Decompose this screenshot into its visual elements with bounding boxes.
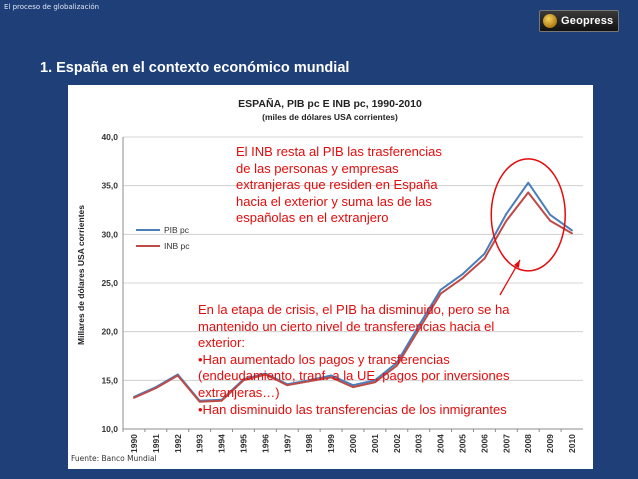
annotation-top-line: hacia el exterior y suma las de las	[236, 193, 432, 209]
data-point	[549, 220, 551, 222]
y-axis-label: Millares de dólares USA corrientes	[76, 205, 86, 345]
x-tick-label: 2006	[479, 434, 490, 453]
y-tick-label: 10,0	[101, 424, 118, 434]
annotation-bottom-line: mantenido un cierto nivel de transferencias hacia el	[198, 318, 495, 334]
annotation-bottom-line: •Han aumentado los pagos y transferencias	[198, 351, 450, 367]
annotation-top-line: extranjeras que residen en España	[236, 177, 438, 193]
annotation-bottom-line: exterior:	[198, 335, 245, 351]
data-point	[549, 214, 551, 216]
x-tick-label: 2002	[391, 434, 402, 453]
globe-icon	[543, 14, 557, 28]
data-point	[155, 387, 157, 389]
x-tick-label: 2004	[435, 434, 446, 453]
logo-text: Geopress	[561, 15, 614, 27]
chart-title: ESPAÑA, PIB pc E INB pc, 1990-2010	[238, 98, 422, 110]
annotation-bottom-line: (endeudamiento, tranf. a la UE, pagos por inversiones	[198, 368, 510, 384]
data-point	[440, 293, 442, 295]
y-tick-label: 35,0	[101, 180, 118, 191]
annotation-top-line: de las personas y empresas	[236, 160, 399, 176]
data-point	[177, 375, 179, 377]
y-tick-label: 25,0	[101, 278, 118, 288]
source-label: Fuente: Banco Mundial	[71, 454, 157, 463]
data-point	[484, 258, 486, 260]
slide-heading: 1. España en el contexto económico mundial	[40, 60, 350, 76]
x-tick-label: 1997	[282, 434, 293, 453]
data-point	[527, 182, 529, 184]
x-tick-label: 2000	[348, 434, 358, 453]
x-tick-label: 2003	[413, 434, 424, 453]
x-tick-label: 1990	[128, 434, 139, 453]
legend-label: INB pc	[164, 241, 190, 251]
data-point	[133, 397, 135, 399]
data-point	[571, 230, 573, 232]
y-tick-label: 40,0	[101, 132, 118, 142]
chart-frame	[68, 85, 593, 469]
x-tick-label: 1998	[304, 434, 315, 453]
annotation-top-line: españolas en el extranjero	[236, 210, 389, 226]
chart-subtitle: (miles de dólares USA corrientes)	[262, 112, 398, 122]
annotation-bottom-line: extranjeras…)	[198, 384, 280, 400]
data-point	[440, 289, 442, 291]
x-tick-label: 1996	[260, 434, 271, 453]
x-tick-label: 2009	[545, 434, 556, 453]
data-point	[462, 273, 464, 275]
x-tick-label: 1993	[194, 434, 205, 453]
header-caption: El proceso de globalización	[4, 3, 100, 11]
legend-label: PIB pc	[164, 225, 190, 235]
x-tick-label: 1991	[150, 434, 161, 453]
x-tick-label: 2005	[457, 434, 468, 453]
x-tick-label: 2007	[501, 434, 512, 453]
annotation-bottom-line: •Han disminuido las transferencias de los inmigrantes	[198, 401, 507, 417]
annotation-bottom-line: En la etapa de crisis, el PIB ha disminuido, pero se ha	[198, 302, 510, 317]
data-point	[571, 232, 573, 234]
annotation-top-line: El INB resta al PIB las trasferencias	[236, 144, 442, 159]
x-tick-label: 2010	[567, 434, 578, 453]
data-point	[484, 253, 486, 255]
annotation-inb-definition	[236, 144, 516, 227]
x-tick-label: 1995	[238, 434, 249, 453]
x-tick-label: 2001	[369, 434, 380, 453]
y-tick-label: 20,0	[101, 326, 118, 337]
x-tick-label: 2008	[523, 434, 534, 453]
geopress-logo	[539, 10, 619, 32]
data-point	[527, 192, 529, 194]
x-tick-label: 1992	[172, 434, 183, 453]
x-tick-label: 1994	[216, 434, 227, 453]
x-tick-label: 1999	[326, 434, 337, 453]
annotation-crisis	[198, 302, 593, 418]
y-tick-label: 15,0	[101, 375, 118, 386]
data-point	[462, 277, 464, 279]
y-tick-label: 30,0	[101, 229, 118, 240]
